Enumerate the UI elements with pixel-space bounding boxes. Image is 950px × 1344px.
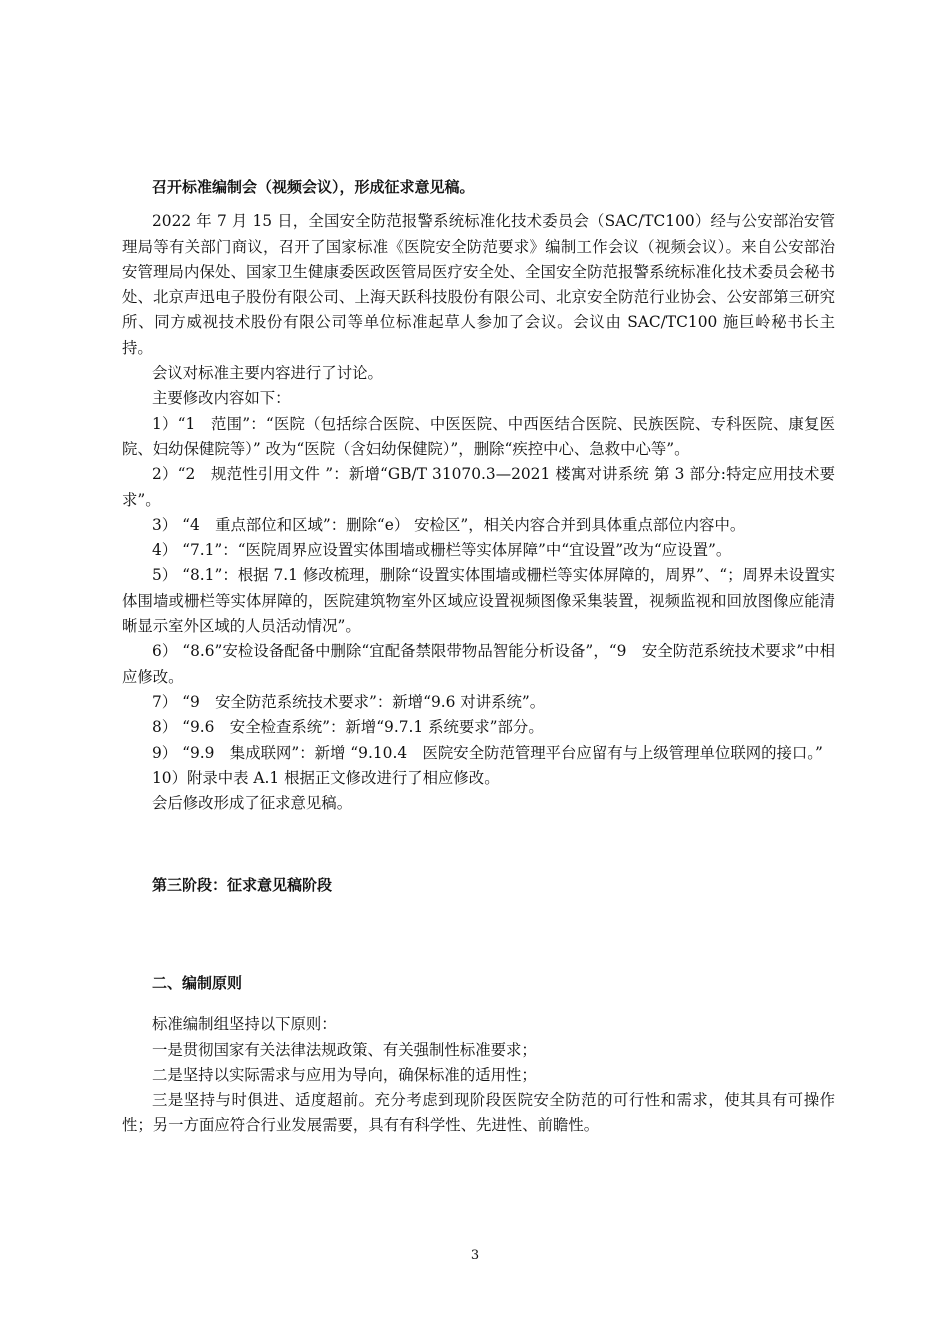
- paragraph: 2022 年 7 月 15 日，全国安全防范报警系统标准化技术委员会（SAC/TC100）经与公安部治安管理局等有关部门商议，召开了国家标准《医院安全防范要求》编制工作会议（视频会议）。来自公安部治安管理局内保处、国家卫生健康委医政医管局医疗安全处、全国安全防范报警系统标准化技术委员会秘书处、北京声迅电子股份有限公司、上海天跃科技股份有限公司、北京安全防范行业协会、公安部第三研究所、同方威视技术股份有限公司等单位标准起草人参加了会议。会议由 SAC/TC100 施巨岭秘书长主持。: [122, 212, 835, 357]
- paragraph: 会后修改形成了征求意见稿。: [152, 794, 353, 813]
- list-item: 2）“2 规范性引用文件 ”：新增“GB/T 31070.3—2021 楼寓对讲系统 第 3 部分:特定应用技术要求”。: [122, 465, 835, 509]
- list-item: 5） “8.1”：根据 7.1 修改梳理，删除“设置实体围墙或栅栏等实体屏障的，周界”、“；周界未设置实体围墙或栅栏等实体屏障的，医院建筑物室外区域应设置视频图像采集装置，视频监视和回放图像应能清晰显示室外区域的人员活动情况”。: [122, 566, 835, 636]
- section-principles: [122, 971, 835, 1139]
- paragraph: 会议对标准主要内容进行了讨论。: [152, 364, 383, 383]
- stage-heading: 第三阶段：征求意见稿阶段: [152, 876, 333, 894]
- section-heading: 二、编制原则: [152, 974, 243, 992]
- list-item: 1）“1 范围”：“医院（包括综合医院、中医医院、中西医结合医院、民族医院、专科医院、康复医院、妇幼保健院等）” 改为“医院（含妇幼保健院）”，删除“疾控中心、急救中心等”。: [122, 414, 835, 458]
- paragraph: 标准编制组坚持以下原则：: [152, 1015, 337, 1034]
- list-item: 7） “9 安全防范系统技术要求”：新增“9.6 对讲系统”。: [152, 692, 546, 711]
- paragraph: 二是坚持以实际需求与应用为导向，确保标准的适用性；: [152, 1065, 537, 1084]
- section-meeting: [122, 175, 835, 816]
- list-item: 3） “4 重点部位和区域”：删除“e） 安检区”，相关内容合并到具体重点部位内容中。: [152, 515, 746, 534]
- paragraph: 三是坚持与时俱进、适度超前。充分考虑到现阶段医院安全防范的可行性和需求，使其具有可操作性；另一方面应符合行业发展需要，具有有科学性、先进性、前瞻性。: [122, 1091, 835, 1135]
- section-heading: 召开标准编制会（视频会议），形成征求意见稿。: [152, 178, 475, 196]
- paragraph: 一是贯彻国家有关法律法规政策、有关强制性标准要求；: [152, 1040, 537, 1059]
- paragraph: 主要修改内容如下：: [152, 389, 291, 408]
- list-item: 10）附录中表 A.1 根据正文修改进行了相应修改。: [152, 768, 500, 787]
- list-item: 4） “7.1”：“医院周界应设置实体围墙或栅栏等实体屏障”中“宜设置”改为“应设置”。: [152, 541, 732, 560]
- list-item: 8） “9.6 安全检查系统”：新增“9.7.1 系统要求”部分。: [152, 718, 544, 737]
- list-item: 9） “9.9 集成联网”：新增 “9.10.4 医院安全防范管理平台应留有与上级管理单位联网的接口。”: [152, 743, 823, 762]
- list-item: 6） “8.6”安检设备配备中删除“宜配备禁限带物品智能分析设备”，“9 安全防范系统技术要求”中相应修改。: [122, 642, 835, 686]
- page-number: 3: [470, 1248, 480, 1263]
